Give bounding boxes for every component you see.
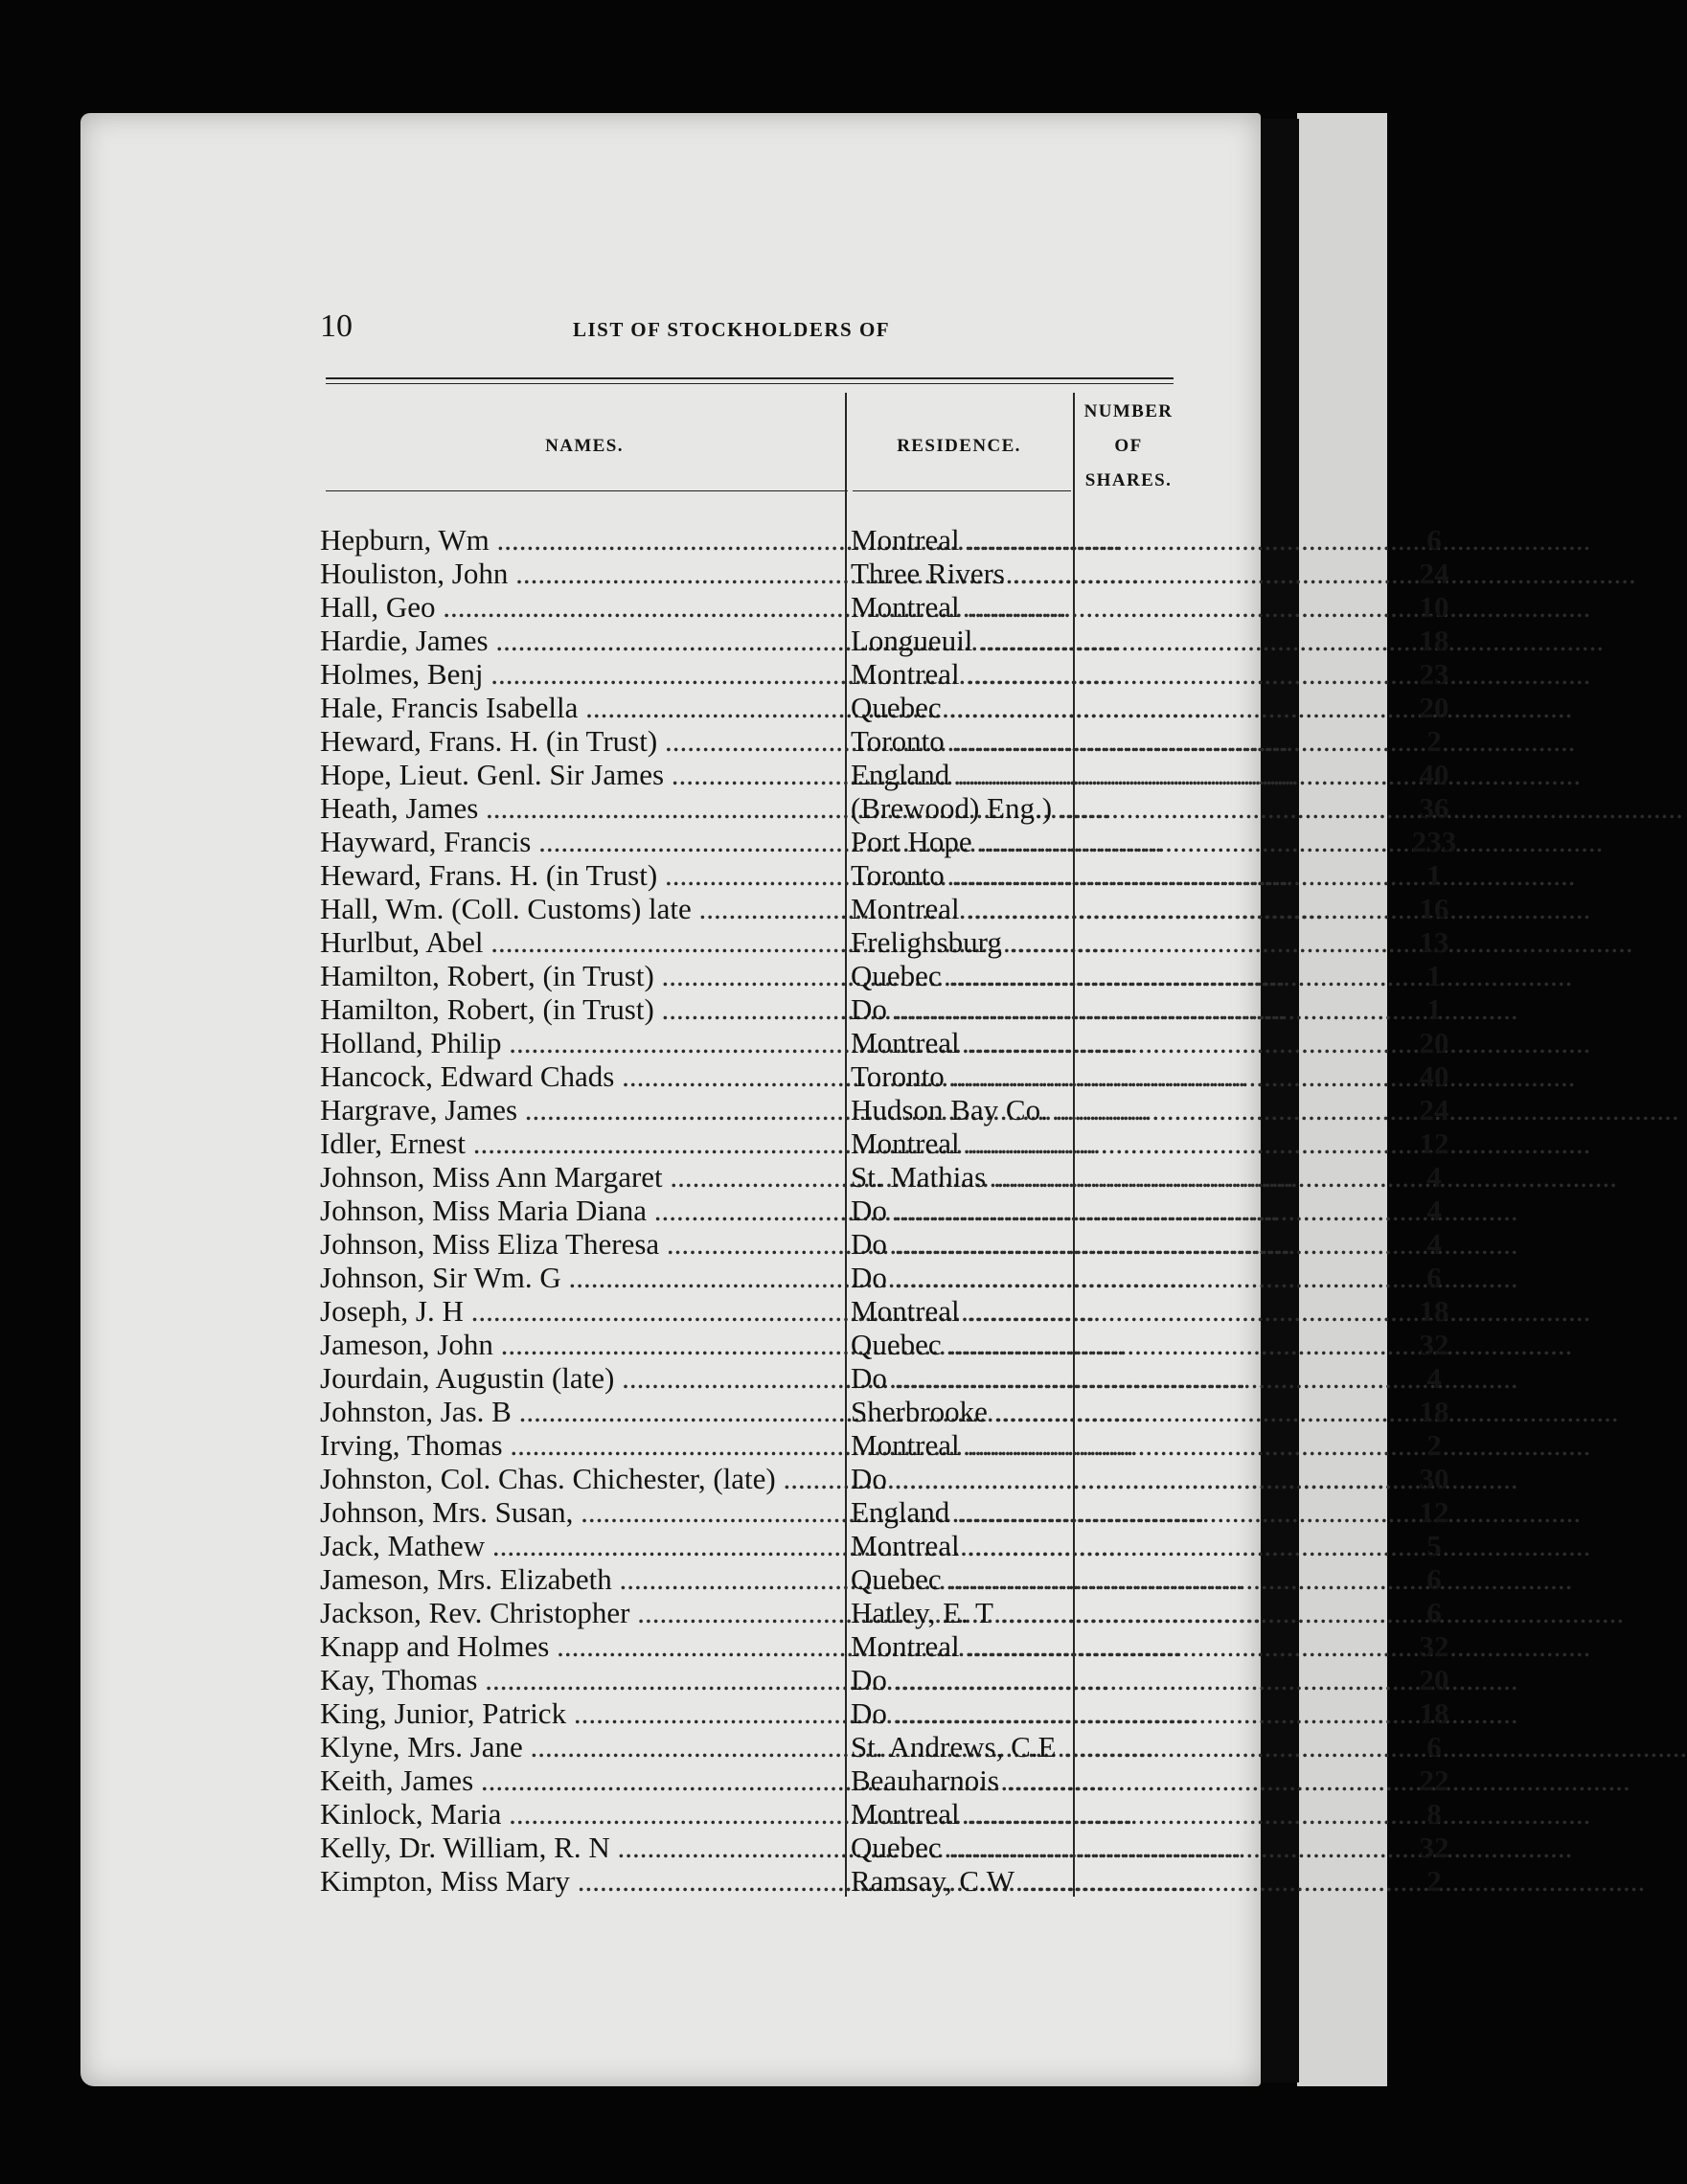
table-row — [320, 1730, 1442, 1763]
number-of-shares: 18 — [1419, 1395, 1449, 1428]
table-row — [320, 1093, 1449, 1126]
stockholder-residence: Longueuil ..... — [851, 624, 1071, 657]
number-of-shares: 40 — [1419, 1059, 1449, 1093]
number-of-shares: 12 — [1419, 1495, 1449, 1529]
table-row — [320, 1663, 1449, 1696]
stockholder-residence: Montreal ..... — [851, 1629, 1071, 1663]
stockholder-name: Houliston, John ..... — [320, 557, 843, 590]
stockholder-residence: Do ..... — [851, 1696, 1071, 1730]
stockholder-residence: Montreal ..... — [851, 1026, 1071, 1059]
number-of-shares: 18 — [1419, 1294, 1449, 1328]
number-of-shares: 32 — [1419, 1328, 1449, 1361]
stockholder-residence: Montreal ..... — [851, 590, 1071, 624]
stockholder-residence: Quebec ..... — [851, 959, 1071, 992]
stockholder-residence: Hatley, E. T ..... — [851, 1596, 1071, 1629]
table-row — [320, 1294, 1449, 1328]
stockholder-residence: Do ..... — [851, 1663, 1071, 1696]
stockholder-name: Kinlock, Maria ..... — [320, 1797, 843, 1831]
number-of-shares: 22 — [1419, 1763, 1449, 1797]
number-of-shares: 36 — [1419, 791, 1449, 825]
table-row — [320, 1227, 1442, 1261]
stockholder-name: Johnson, Miss Maria Diana ..... — [320, 1194, 843, 1227]
stockholder-name: Heward, Frans. H. (in Trust) ..... — [320, 724, 843, 758]
stockholder-residence: Ramsay, C.W ..... — [851, 1864, 1071, 1898]
number-of-shares: 13 — [1419, 925, 1449, 959]
stockholder-name: Hall, Geo ..... — [320, 590, 843, 624]
header-rule-top — [326, 377, 1174, 379]
number-of-shares: 20 — [1419, 691, 1449, 724]
stockholder-name: Hepburn, Wm ..... — [320, 523, 843, 557]
stockholder-name: Jameson, Mrs. Elizabeth ..... — [320, 1562, 843, 1596]
stockholder-residence: Montreal ..... — [851, 1428, 1071, 1462]
table-row — [320, 1059, 1449, 1093]
number-of-shares: 6 — [1426, 1261, 1442, 1294]
table-row — [320, 1160, 1442, 1194]
stockholder-residence: Port Hope ..... — [851, 825, 1071, 858]
number-of-shares: 6 — [1426, 1562, 1442, 1596]
stockholder-name: Hayward, Francis ..... — [320, 825, 843, 858]
stockholder-name: Hamilton, Robert, (in Trust) ..... — [320, 992, 843, 1026]
stockholder-name: Jameson, John ..... — [320, 1328, 843, 1361]
stockholder-name: King, Junior, Patrick ..... — [320, 1696, 843, 1730]
number-of-shares: 4 — [1426, 1361, 1442, 1395]
stockholder-residence: Quebec ..... — [851, 1562, 1071, 1596]
stockholder-name: Heward, Frans. H. (in Trust) ..... — [320, 858, 843, 892]
residence-header-underline — [853, 490, 1071, 491]
stockholder-name: Knapp and Holmes ..... — [320, 1629, 843, 1663]
number-of-shares: 2 — [1426, 724, 1442, 758]
table-row — [320, 1328, 1449, 1361]
number-of-shares: 6 — [1426, 1596, 1442, 1629]
stockholder-residence: Do ..... — [851, 1227, 1071, 1261]
stockholder-residence: Do ..... — [851, 1462, 1071, 1495]
table-row — [320, 1126, 1449, 1160]
table-row — [320, 1562, 1442, 1596]
table-row — [320, 1696, 1449, 1730]
table-row — [320, 1831, 1449, 1864]
column-header-shares — [1075, 395, 1182, 498]
stockholder-name: Jackson, Rev. Christopher ..... — [320, 1596, 843, 1629]
table-row — [320, 892, 1449, 925]
stockholder-name: Kay, Thomas ..... — [320, 1663, 843, 1696]
number-of-shares: 1 — [1426, 858, 1442, 892]
number-of-shares: 20 — [1419, 1026, 1449, 1059]
table-row — [320, 1361, 1442, 1395]
shares-header-line-3: SHARES. — [1084, 470, 1173, 490]
stockholder-residence: Hudson Bay Co. ..... — [851, 1093, 1071, 1126]
stockholder-residence: England ..... — [851, 1495, 1071, 1529]
stockholder-list — [320, 523, 1457, 1898]
stockholder-residence: Toronto ..... — [851, 1059, 1071, 1093]
stockholder-name: Johnson, Miss Ann Margaret ..... — [320, 1160, 843, 1194]
stockholder-residence: Do ..... — [851, 992, 1071, 1026]
table-row — [320, 1261, 1442, 1294]
stockholder-residence: Quebec ..... — [851, 1328, 1071, 1361]
number-of-shares: 32 — [1419, 1831, 1449, 1864]
number-of-shares: 1 — [1426, 959, 1442, 992]
number-of-shares: 32 — [1419, 1629, 1449, 1663]
number-of-shares: 12 — [1419, 1126, 1449, 1160]
stockholder-residence: Montreal ..... — [851, 1126, 1071, 1160]
number-of-shares: 2 — [1426, 1864, 1442, 1898]
stockholder-residence: Montreal ..... — [851, 892, 1071, 925]
stockholder-name: Hamilton, Robert, (in Trust) ..... — [320, 959, 843, 992]
number-of-shares: 23 — [1419, 657, 1449, 691]
stockholder-residence: Montreal ..... — [851, 1529, 1071, 1562]
stockholder-name: Hancock, Edward Chads ..... — [320, 1059, 843, 1093]
table-row — [320, 1864, 1442, 1898]
stockholder-residence: England ..... — [851, 758, 1071, 791]
stockholder-residence: St. Andrews, C.E ..... — [851, 1730, 1071, 1763]
stockholder-residence: (Brewood) Eng.) ..... — [851, 791, 1071, 825]
table-row — [320, 1529, 1442, 1562]
shares-header-line-1: NUMBER — [1083, 401, 1174, 421]
table-row — [320, 691, 1449, 724]
stockholder-residence: Toronto ..... — [851, 724, 1071, 758]
stockholder-name: Holmes, Benj ..... — [320, 657, 843, 691]
number-of-shares: 18 — [1419, 1696, 1449, 1730]
number-of-shares: 16 — [1419, 892, 1449, 925]
number-of-shares: 233 — [1411, 825, 1457, 858]
stockholder-name: Johnston, Col. Chas. Chichester, (late) ..... — [320, 1462, 843, 1495]
stockholder-name: Holland, Philip ..... — [320, 1026, 843, 1059]
stockholder-residence: Montreal ..... — [851, 1294, 1071, 1328]
table-row — [320, 523, 1442, 557]
number-of-shares: 24 — [1419, 557, 1449, 590]
number-of-shares: 24 — [1419, 1093, 1449, 1126]
stockholder-residence: Quebec ..... — [851, 1831, 1071, 1864]
number-of-shares: 6 — [1426, 523, 1442, 557]
stockholder-name: Irving, Thomas ..... — [320, 1428, 843, 1462]
table-row — [320, 1026, 1449, 1059]
number-of-shares: 5 — [1426, 1529, 1442, 1562]
stockholder-residence: Beauharnois ..... — [851, 1763, 1071, 1797]
table-row — [320, 1629, 1449, 1663]
shares-header-line-2: OF — [1114, 436, 1143, 456]
stockholder-name: Idler, Ernest ..... — [320, 1126, 843, 1160]
stockholder-name: Hurlbut, Abel ..... — [320, 925, 843, 959]
stockholder-residence: Montreal ..... — [851, 657, 1071, 691]
number-of-shares: 4 — [1426, 1160, 1442, 1194]
table-row — [320, 624, 1449, 657]
stockholder-residence: Quebec ..... — [851, 691, 1071, 724]
number-of-shares: 2 — [1426, 1428, 1442, 1462]
table-row — [320, 992, 1442, 1026]
stockholder-name: Joseph, J. H ..... — [320, 1294, 843, 1328]
stockholder-name: Johnson, Miss Eliza Theresa ..... — [320, 1227, 843, 1261]
number-of-shares: 4 — [1426, 1194, 1442, 1227]
table-row — [320, 557, 1449, 590]
table-row — [320, 1763, 1449, 1797]
table-row — [320, 825, 1457, 858]
names-header-underline — [326, 490, 848, 491]
number-of-shares: 30 — [1419, 1462, 1449, 1495]
running-title: LIST OF STOCKHOLDERS OF — [573, 318, 891, 341]
number-of-shares: 18 — [1419, 624, 1449, 657]
stockholder-residence: Three Rivers ..... — [851, 557, 1071, 590]
stockholder-name: Heath, James ..... — [320, 791, 843, 825]
stockholder-residence: Do ..... — [851, 1261, 1071, 1294]
table-row — [320, 1797, 1442, 1831]
stockholder-residence: Do ..... — [851, 1194, 1071, 1227]
stockholder-name: Hargrave, James ..... — [320, 1093, 843, 1126]
number-of-shares: 10 — [1419, 590, 1449, 624]
page-number: 10 — [320, 308, 353, 344]
stockholder-residence: Toronto ..... — [851, 858, 1071, 892]
table-row — [320, 1194, 1442, 1227]
table-row — [320, 1428, 1442, 1462]
number-of-shares: 20 — [1419, 1663, 1449, 1696]
table-row — [320, 724, 1442, 758]
stockholder-residence: Montreal ..... — [851, 1797, 1071, 1831]
table-row — [320, 590, 1449, 624]
table-row — [320, 1395, 1449, 1428]
stockholder-name: Klyne, Mrs. Jane ..... — [320, 1730, 843, 1763]
page-header — [320, 308, 1182, 347]
stockholder-name: Hope, Lieut. Genl. Sir James ..... — [320, 758, 843, 791]
table-row — [320, 858, 1442, 892]
stockholder-name: Johnson, Sir Wm. G ..... — [320, 1261, 843, 1294]
stockholder-residence: Do ..... — [851, 1361, 1071, 1395]
stockholder-name: Johnston, Jas. B ..... — [320, 1395, 843, 1428]
stockholder-residence: St. Mathias ..... — [851, 1160, 1071, 1194]
table-row — [320, 657, 1449, 691]
table-row — [320, 1596, 1442, 1629]
number-of-shares: 6 — [1426, 1730, 1442, 1763]
header-rule-second — [326, 383, 1174, 384]
number-of-shares: 40 — [1419, 758, 1449, 791]
stockholder-name: Kelly, Dr. William, R. N ..... — [320, 1831, 843, 1864]
stockholder-name: Hall, Wm. (Coll. Customs) late ..... — [320, 892, 843, 925]
stockholder-name: Hale, Francis Isabella ..... — [320, 691, 843, 724]
column-header-names: NAMES. — [545, 436, 624, 456]
table-row — [320, 1495, 1449, 1529]
stockholder-name: Jourdain, Augustin (late) ..... — [320, 1361, 843, 1395]
stockholder-name: Keith, James ..... — [320, 1763, 843, 1797]
table-row — [320, 925, 1449, 959]
table-row — [320, 791, 1449, 825]
column-header-residence: RESIDENCE. — [897, 436, 1021, 456]
stockholder-residence: Montreal ..... — [851, 523, 1071, 557]
table-row — [320, 1462, 1449, 1495]
stockholder-name: Hardie, James ..... — [320, 624, 843, 657]
table-row — [320, 959, 1442, 992]
number-of-shares: 1 — [1426, 992, 1442, 1026]
stockholder-name: Johnson, Mrs. Susan, ..... — [320, 1495, 843, 1529]
number-of-shares: 8 — [1426, 1797, 1442, 1831]
number-of-shares: 4 — [1426, 1227, 1442, 1261]
stockholder-name: Kimpton, Miss Mary ..... — [320, 1864, 843, 1898]
table-row — [320, 758, 1449, 791]
stockholder-residence: Sherbrooke ..... — [851, 1395, 1071, 1428]
stockholder-residence: Frelighsburg ..... — [851, 925, 1071, 959]
stockholder-name: Jack, Mathew ..... — [320, 1529, 843, 1562]
